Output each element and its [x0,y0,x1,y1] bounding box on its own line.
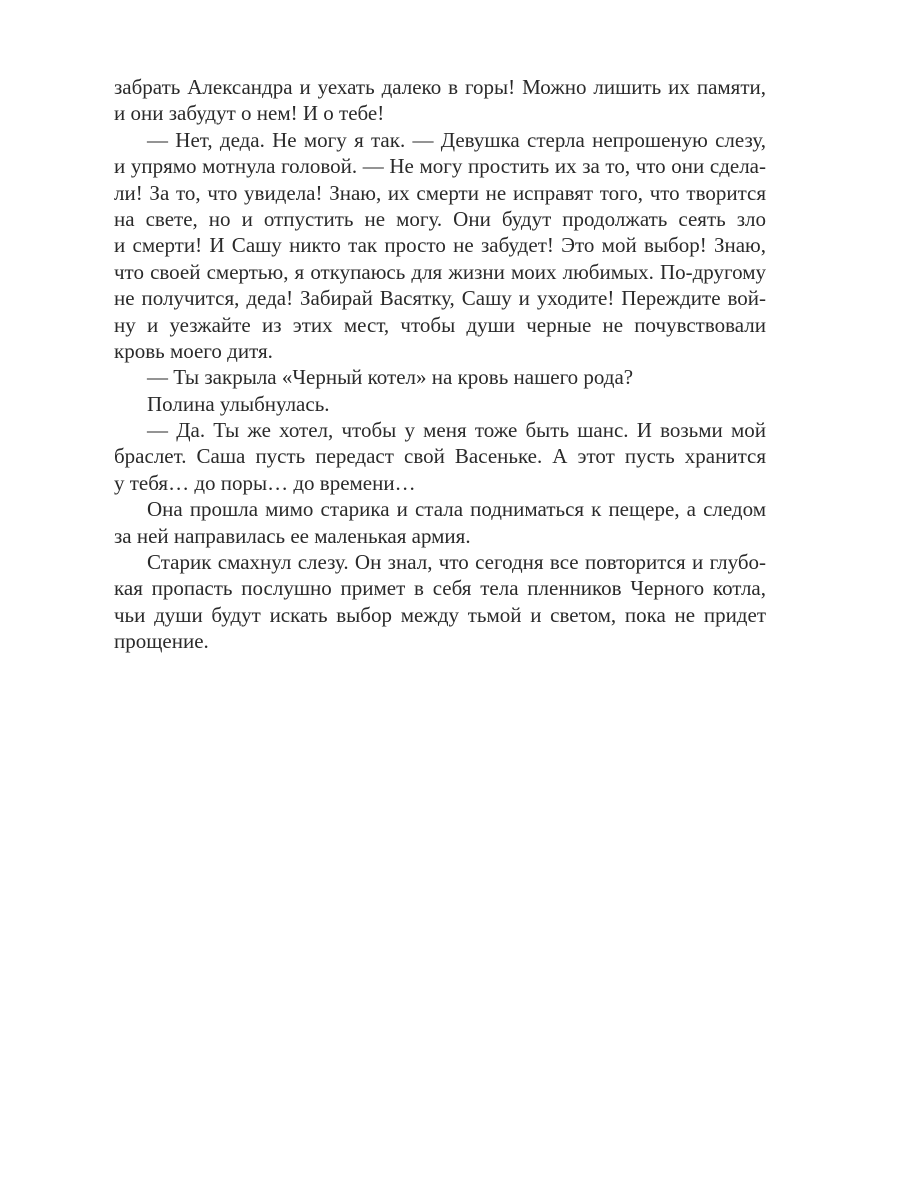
paragraph [114,391,766,417]
text-line: что своей смертью, я откупаюсь для жизни моих любимых. По-другому [114,259,766,284]
text-line: на свете, но и отпустить не могу. Они будут продолжать сеять зло [114,206,766,231]
paragraph [114,549,766,655]
text-line: ли! За то, что увидела! Знаю, их смерти не исправят того, что творится [114,180,766,205]
text-line: Она прошла мимо старика и стала подниматься к пещере, а следом [147,497,766,522]
text-line: у тебя… до поры… до времени… [114,470,416,495]
paragraph [114,417,766,496]
text-line: чьи души будут искать выбор между тьмой и светом, пока не придет [114,602,766,627]
text-line: забрать Александра и уехать далеко в горы! Можно лишить их памяти, [114,75,766,99]
text-line: кая пропасть послушно примет в себя тела пленников Черного котла, [114,576,766,601]
text-line: — Нет, деда. Не могу я так. — Девушка стерла непрошеную слезу, [147,127,766,152]
text-line: Полина улыбнулась. [147,391,330,416]
paragraph [114,127,766,365]
text-line: кровь моего дитя. [114,338,273,363]
text-line: Старик смахнул слезу. Он знал, что сегодня все повторится и глубо- [147,550,766,575]
text-line: за ней направилась ее маленькая армия. [114,523,471,548]
paragraph [114,496,766,549]
text-line: и они забудут о нем! И о тебе! [114,101,385,126]
text-line: прощение. [114,629,209,654]
text-line: — Да. Ты же хотел, чтобы у меня тоже быть шанс. И возьми мой [147,418,766,443]
text-line: ну и уезжайте из этих мест, чтобы души черные не почувствовали [114,312,766,337]
text-line: браслет. Саша пусть передаст свой Васеньке. А этот пусть хранится [114,444,766,469]
body-text [114,74,766,655]
text-line: — Ты закрыла «Черный котел» на кровь нашего рода? [147,365,634,390]
text-line: и смерти! И Сашу никто так просто не забудет! Это мой выбор! Знаю, [114,233,766,258]
text-line: не получится, деда! Забирай Васятку, Сашу и уходите! Переждите вой- [114,286,766,311]
paragraph [114,364,766,390]
paragraph [114,74,766,127]
text-line: и упрямо мотнула головой. — Не могу простить их за то, что они сдела- [114,154,766,179]
